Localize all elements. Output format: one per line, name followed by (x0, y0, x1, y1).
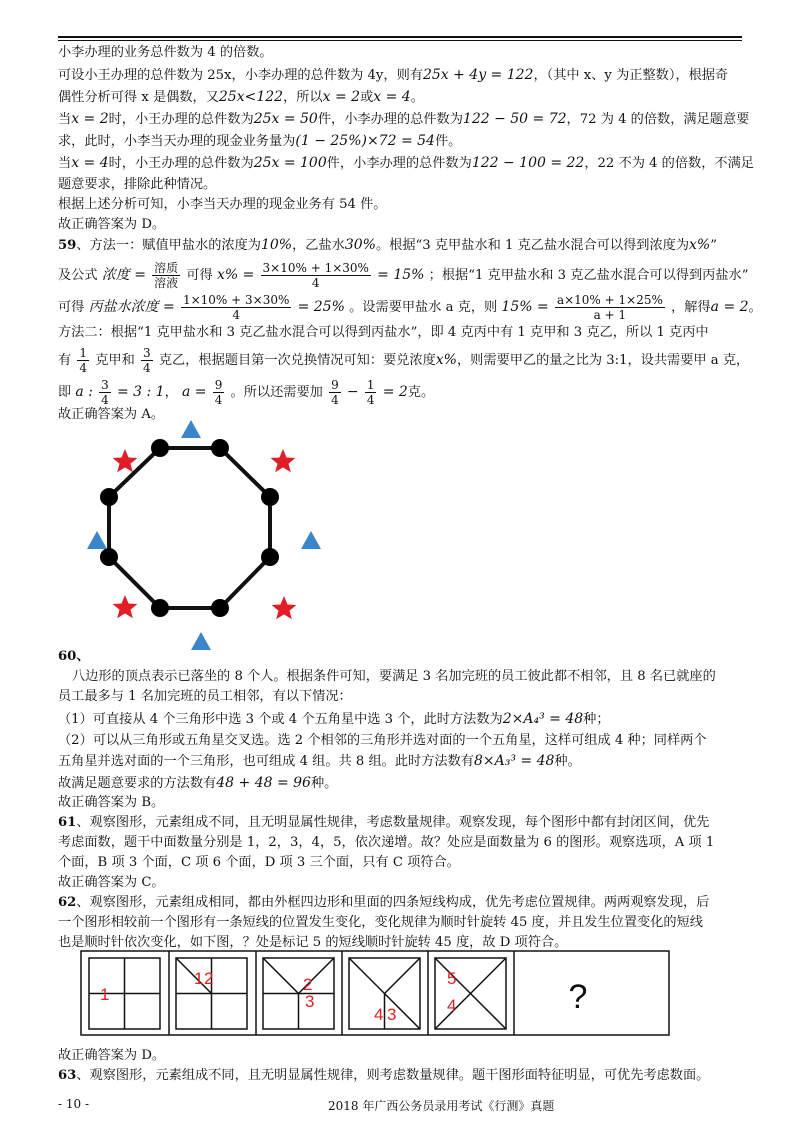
text-line: 八边形的顶点表示已落坐的 8 个人。根据条件可知，要满足 3 名加完班的员工彼此都不相邻，且 8 名已就座的 (72, 669, 716, 684)
figure-label: 2 (303, 975, 313, 994)
octagon-outline (109, 448, 270, 608)
text-line: 五角星并选对面的一个三角形，也可组成 4 组。共 8 组。此时方法数有8×A₃³ = 48种。 (58, 753, 581, 769)
text-line: 也是顺时针依次变化，如下图，？处是标记 5 的短线顺时针旋转 45 度，故 D 项符合。 (58, 935, 568, 950)
question-62-line: 62、观察图形，元素组成相同，都由外框四边形和里面的四条短线构成，优先考虑位置规律。两两观察发现，后 (58, 895, 710, 910)
figure-label: 1 (100, 985, 110, 1004)
text-line: 小李办理的业务总件数为 4 的倍数。 (58, 45, 273, 60)
figure-label: 3 (305, 992, 315, 1011)
question-59-method-1: 59、方法一：赋值甲盐水的浓度为10%，乙盐水30%。根据“3 克甲盐水和 1 克乙盐水混合可以得到浓度为x%” (58, 237, 717, 253)
formula-line: 即 a : $\frac{3}{4}$ = 3 : 1， a = $\frac{9}{4}$ 。所以还需要加 $\frac{9}{4}$ − $\frac{1}{4}$ = 2克。 (58, 378, 435, 407)
answer-line: 故正确答案为 C。 (58, 875, 165, 890)
text-line: 可设小王办理的总件数为 25x，小李办理的总件数为 4y，则有25x + 4y = 122，（其中 x、y 为正整数），根据奇 (58, 67, 729, 83)
figure-1 (89, 958, 160, 1029)
seat-dot (261, 488, 279, 506)
figure-label: 2 (204, 969, 214, 988)
figure-5 (435, 958, 506, 1029)
page-number: - 10 - (58, 1097, 90, 1111)
figure-label: 4 (374, 1005, 384, 1024)
text-line: 题意要求，排除此种情况。 (58, 177, 217, 192)
unknown-figure-mark: ? (568, 978, 588, 1016)
figure-sequence-62 (80, 950, 670, 1040)
answer-line: 故正确答案为 B。 (58, 795, 165, 810)
seat-dot (211, 439, 229, 457)
octagon-seating-figure (80, 420, 340, 660)
answer-line: 故正确答案为 D。 (58, 1048, 166, 1063)
header-rule (58, 36, 742, 38)
figure-3 (263, 958, 334, 1029)
seat-dot (151, 599, 169, 617)
text-line: 员工最多与 1 名加完班的员工相邻，有以下情况： (58, 689, 352, 704)
star-icon (113, 595, 138, 618)
star-icon (272, 596, 297, 619)
text-line: 当x = 2时，小王办理的总件数为25x = 50件，小李办理的总件数为122 − 50 = 72，72 为 4 的倍数，满足题意要 (58, 111, 750, 127)
text-line: 故满足题意要求的方法数有48 + 48 = 96种。 (58, 775, 338, 791)
text-line: （1）可直接从 4 个三角形中选 3 个或 4 个五角星中选 3 个，此时方法数为2×A₄³ = 48种； (58, 711, 610, 727)
triangle-icon (301, 531, 321, 549)
header-rule-thin (58, 40, 742, 41)
seat-dot (151, 439, 169, 457)
figure-2 (176, 958, 247, 1029)
formula-line: 有 $\frac{1}{4}$ 克甲和 $\frac{3}{4}$ 克乙，根据题目第一次兑换情况可知：要兑浓度x%，则需要甲乙的量之比为 3:1，设共需要甲 a 克， (58, 346, 750, 375)
triangle-icon (181, 420, 201, 438)
text-line: 一个图形相较前一个图形有一条短线的位置发生变化，变化规律为顺时针旋转 45 度，并且发生位置变化的短线 (58, 915, 703, 930)
text-line: （2）可以从三角形或五角星交叉选。选 2 个相邻的三角形并选对面的一个五角星，这样可组成 4 种；同样两个 (58, 733, 707, 748)
star-icon (271, 449, 296, 472)
answer-line: 故正确答案为 A。 (58, 407, 165, 422)
triangle-icon (87, 531, 107, 549)
seat-dot (100, 548, 118, 566)
question-61-line: 61、观察图形，元素组成不同，且无明显属性规律，考虑数量规律。观察发现，每个图形中都有封闭区间，优先 (58, 815, 710, 830)
figure-4 (349, 958, 420, 1029)
seat-dot (100, 488, 118, 506)
seat-dot (211, 599, 229, 617)
text-line: 偶性分析可得 x 是偶数，又25x<122，所以x = 2或x = 4。 (58, 89, 424, 105)
text-line: 个面，B 项 3 个面，C 项 6 个面，D 项 3 三个面，只有 C 项符合。 (58, 855, 460, 870)
answer-line: 故正确答案为 D。 (58, 217, 166, 232)
question-60-label: 60、 (58, 649, 90, 664)
formula-line: 及公式 浓度 = $\frac{\text{溶质}}{\text{溶液}}$ 可得 x% = $\frac{3\times 10\% + 1\times 30\%}{4}$ = 15% ；根据“1 克甲盐水和 3 克乙盐水混合可以得到丙盐水” (58, 261, 749, 290)
figure-label: 4 (447, 996, 457, 1015)
star-icon (113, 449, 138, 472)
text-line: 当x = 4时，小王办理的总件数为25x = 100件，小李办理的总件数为122 − 100 = 22，22 不为 4 的倍数，不满足 (58, 155, 754, 171)
text-line: 根据上述分析可知，小李当天办理的现金业务有 54 件。 (58, 197, 387, 212)
document-title: 2018 年广西公务员录用考试《行测》真题 (328, 1099, 555, 1113)
formula-line: 可得 丙盐水浓度 = $\frac{1\times 10\% + 3\times 30\%}{4}$ = 25% 。设需要甲盐水 a 克，则 15% = $\frac{a\times 10\% + 1\times 25\%}{a + 1}$ ，解得a = 2。 (58, 293, 762, 322)
question-59-method-2: 方法二：根据“1 克甲盐水和 3 克乙盐水混合可以得到丙盐水”，即 4 克丙中有 1 克甲和 3 克乙，所以 1 克丙中 (58, 325, 709, 340)
figure-label: 3 (387, 1005, 397, 1024)
seat-dot (261, 548, 279, 566)
figure-label: 5 (447, 969, 457, 988)
question-63-line: 63、观察图形，元素组成不同，且无明显属性规律，则考虑数量规律。题干图形面特征明显，可优先考虑数面。 (58, 1068, 710, 1083)
text-line: 考虑面数，题干中面数量分别是 1，2，3，4，5，依次递增。故？处应是面数量为 6 的图形。观察选项，A 项 1 (58, 835, 715, 850)
figure-label: 1 (194, 969, 204, 988)
text-line: 求，此时，小李当天办理的现金业务量为(1 − 25%)×72 = 54件。 (58, 133, 462, 149)
